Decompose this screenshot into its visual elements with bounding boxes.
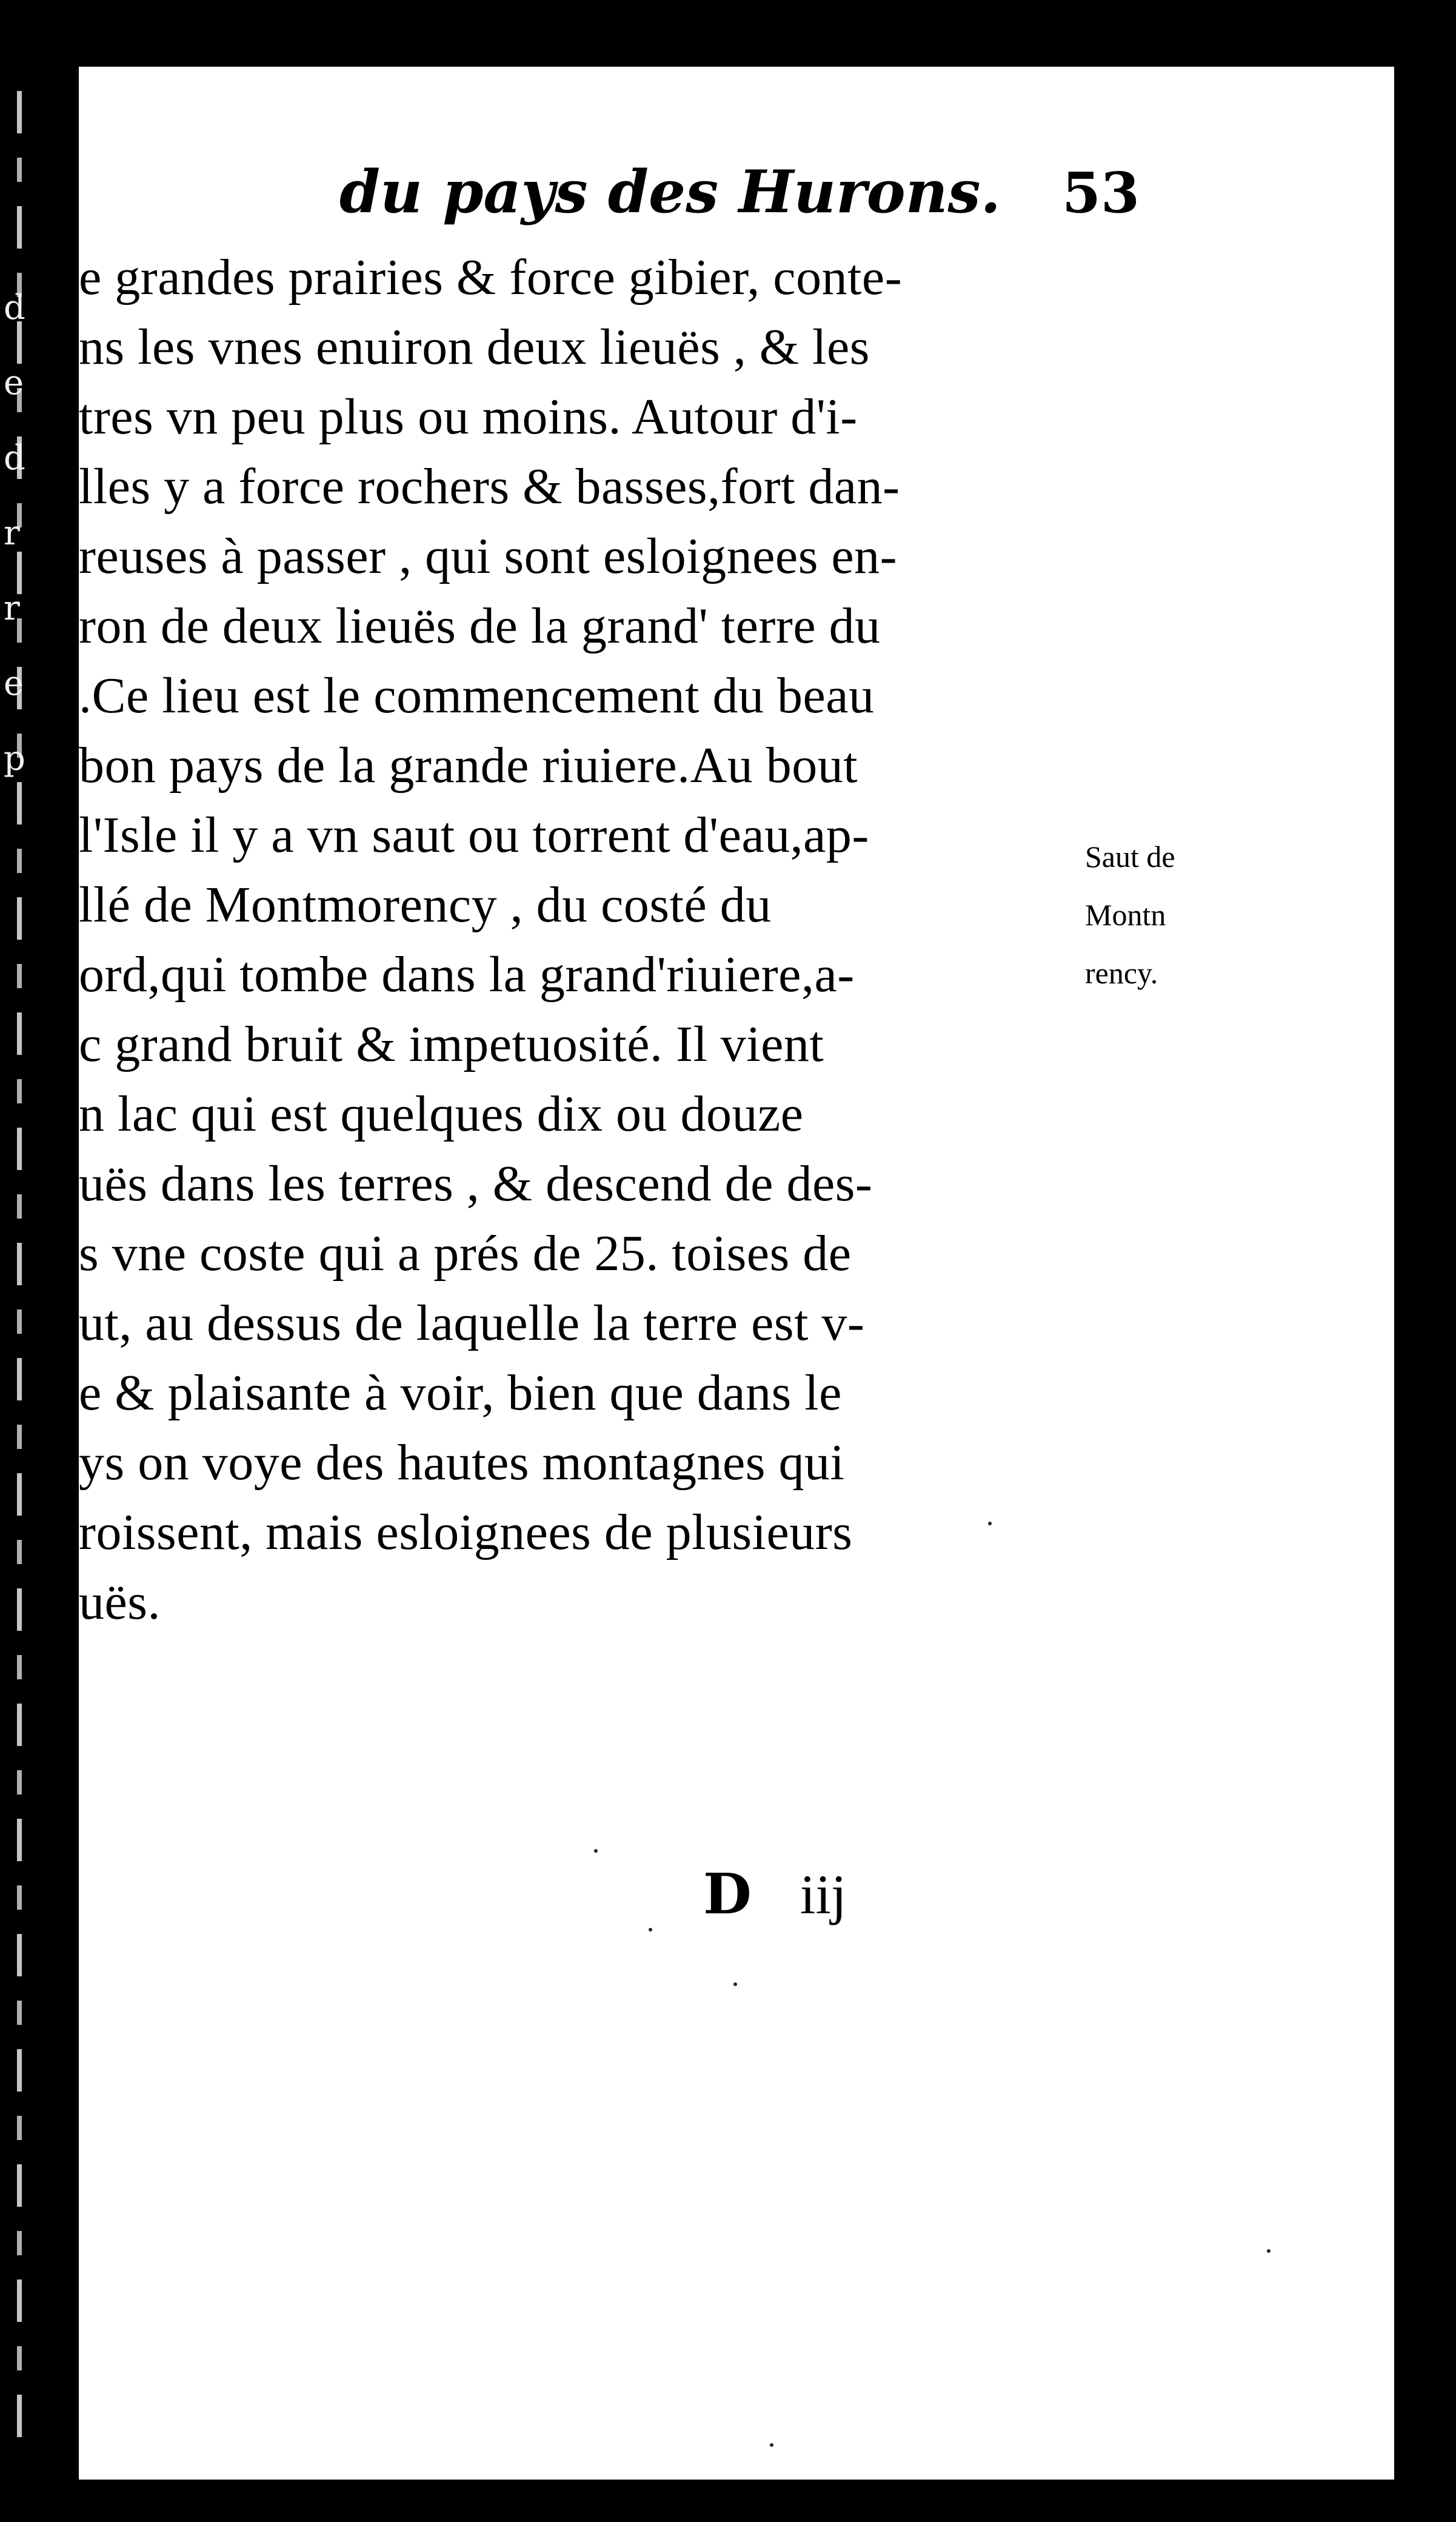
text-line: ys on voye des hautes montagnes qui xyxy=(79,1434,845,1491)
text-line: n lac qui est quelques dix ou douze xyxy=(79,1086,804,1142)
text-line: llé de Montmorency , du costé du xyxy=(79,877,772,933)
text-line: roissent, mais esloignees de plusieurs xyxy=(79,1504,853,1560)
facing-page-letters xyxy=(4,288,28,778)
text-line: uës. xyxy=(79,1574,161,1630)
ink-speck xyxy=(649,1928,652,1932)
text-line: uës dans les terres , & descend de des- xyxy=(79,1156,873,1212)
marginal-note-line: Saut de xyxy=(1085,840,1175,874)
book-page xyxy=(79,67,1394,2480)
text-line: reuses à passer , qui sont esloignees en- xyxy=(79,528,898,584)
text-line: lles y a force rochers & basses,fort dan- xyxy=(79,458,900,515)
facing-letter: p xyxy=(4,739,25,778)
facing-letter: r xyxy=(4,513,20,553)
text-line: .Ce lieu est le commencement du beau xyxy=(79,667,875,724)
page-number: 53 xyxy=(1061,160,1140,226)
running-head xyxy=(249,158,1140,230)
text-line: tres vn peu plus ou moins. Autour d'i- xyxy=(79,389,858,445)
text-line: ut, au dessus de laquelle la terre est v- xyxy=(79,1295,865,1351)
facing-letter: r xyxy=(4,589,20,628)
signature-letter: D xyxy=(703,1861,752,1927)
text-line: ron de deux lieuës de la grand' terre du xyxy=(79,598,881,654)
text-line: e grandes prairies & force gibier, conte- xyxy=(79,249,903,306)
facing-letter: d xyxy=(4,438,25,478)
ink-speck xyxy=(594,1849,598,1853)
text-line: bon pays de la grande riuiere.Au bout xyxy=(79,737,858,794)
signature-numeral: iij xyxy=(800,1864,847,1925)
ink-speck xyxy=(1267,2249,1271,2253)
signature-mark xyxy=(703,1861,846,1927)
marginal-note xyxy=(1085,828,1267,1002)
facing-letter: d xyxy=(4,288,25,327)
marginal-note-line: Montn xyxy=(1085,898,1166,932)
marginal-note-line: rency. xyxy=(1085,956,1158,990)
text-line: ns les vnes enuiron deux lieuës , & les xyxy=(79,319,870,375)
facing-letter: e xyxy=(4,363,24,403)
text-line: ord,qui tombe dans la grand'riuiere,a- xyxy=(79,946,855,1003)
ink-speck xyxy=(770,2443,773,2447)
scan-background-left xyxy=(0,0,36,2522)
text-line: c grand bruit & impetuosité. Il vient xyxy=(79,1016,824,1072)
text-line: l'Isle il y a vn saut ou torrent d'eau,ap- xyxy=(79,807,869,863)
ink-speck xyxy=(733,1982,737,1986)
text-line: s vne coste qui a prés de 25. toises de xyxy=(79,1225,852,1282)
running-title: du pays des Hurons. xyxy=(339,158,1001,226)
ink-speck xyxy=(988,1522,992,1525)
facing-letter: e xyxy=(4,664,24,703)
text-line: e & plaisante à voir, bien que dans le xyxy=(79,1365,842,1421)
body-text xyxy=(79,242,1061,1637)
